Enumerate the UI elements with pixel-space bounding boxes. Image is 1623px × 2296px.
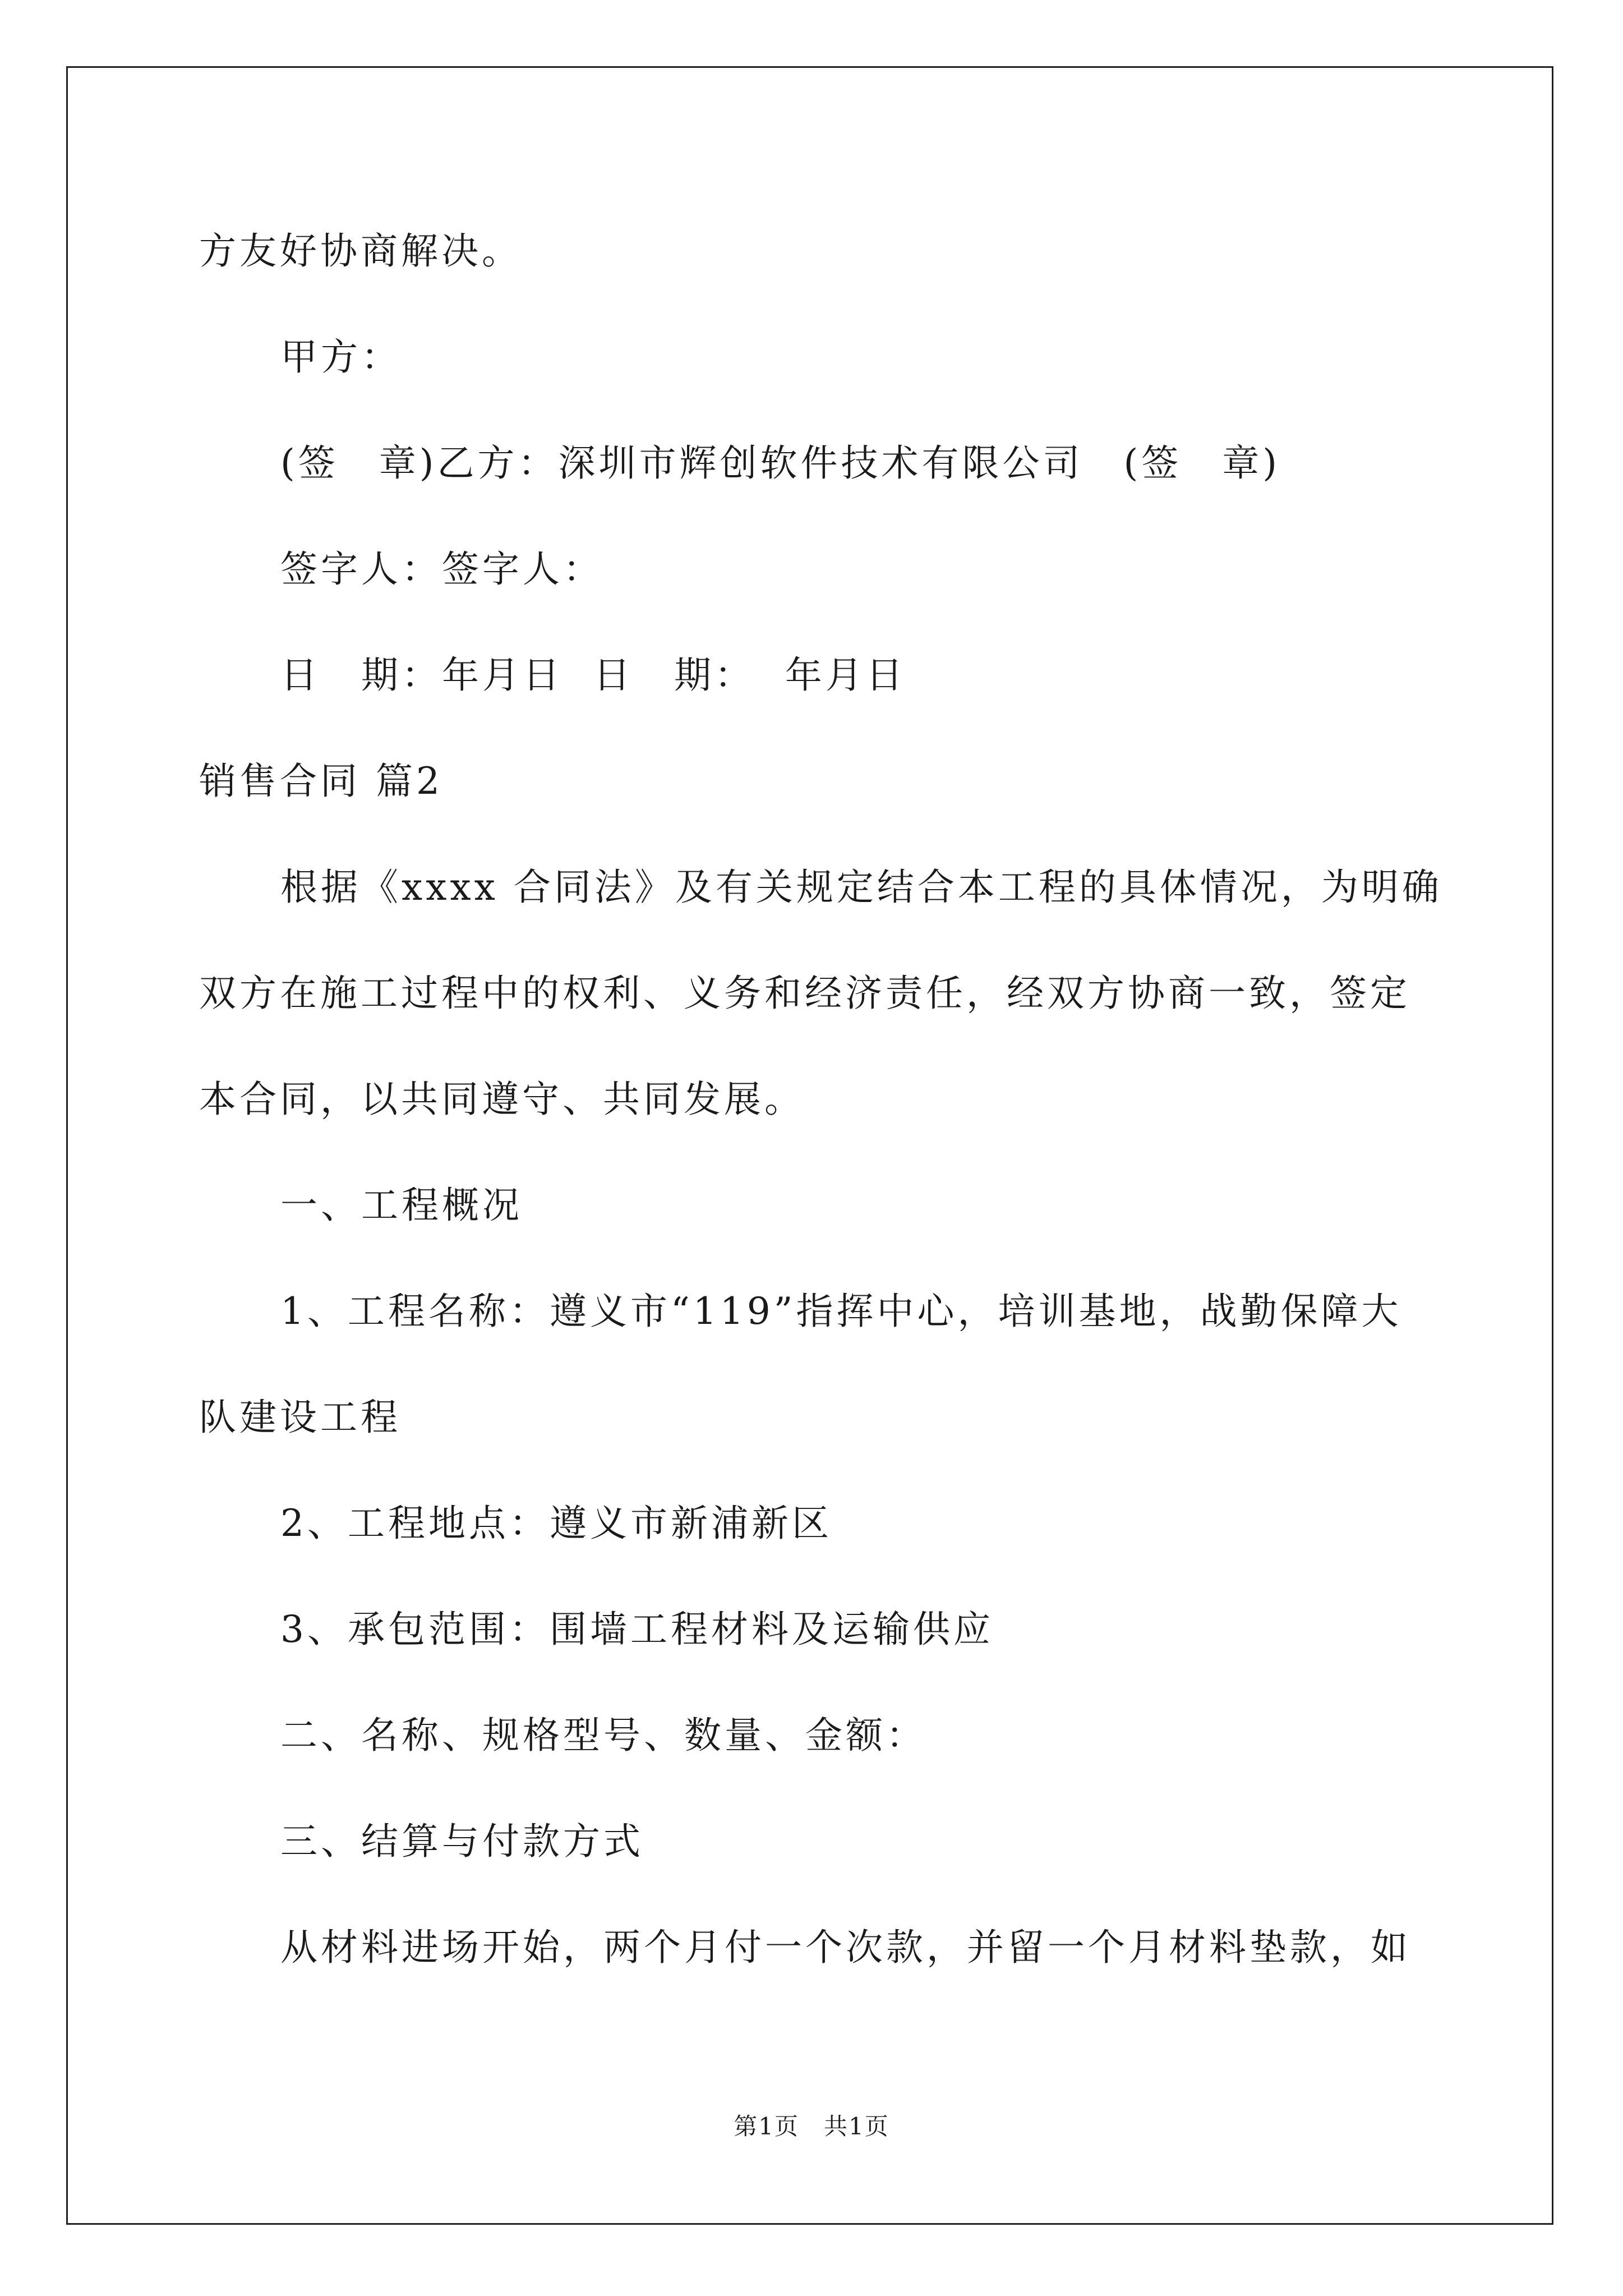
- text-line: 1、工程名称：遵义市“119”指挥中心，培训基地，战勤保障大: [280, 1290, 1402, 1333]
- text-line: 方友好协商解决。: [199, 229, 522, 273]
- text-line: (签 章)乙方：深圳市辉创软件技术有限公司 (签 章): [280, 441, 1280, 485]
- text-line: 三、结算与付款方式: [280, 1820, 644, 1863]
- text-line: 日 期：年月日 日 期： 年月日: [280, 654, 906, 697]
- text-line: 2、工程地点：遵义市新浦新区: [280, 1502, 832, 1545]
- text-line: 根据《xxxx 合同法》及有关规定结合本工程的具体情况，为明确: [280, 866, 1442, 909]
- text-line: 从材料进场开始，两个月付一个次款，并留一个月材料垫款，如: [280, 1926, 1411, 1969]
- text-line: 3、承包范围：围墙工程材料及运输供应: [280, 1608, 994, 1651]
- page-footer: 第1页 共1页: [734, 2113, 889, 2140]
- text-line: 甲方：: [280, 335, 402, 379]
- text-line: 二、名称、规格型号、数量、金额：: [280, 1714, 926, 1757]
- page-border: [66, 66, 1553, 2225]
- section-heading: 销售合同 篇2: [199, 760, 443, 803]
- text-line: 签字人：签字人：: [280, 547, 603, 591]
- text-line: 队建设工程: [199, 1396, 401, 1439]
- text-line: 本合同，以共同遵守、共同发展。: [199, 1078, 805, 1121]
- text-line: 一、工程概况: [280, 1184, 523, 1227]
- text-line: 双方在施工过程中的权利、义务和经济责任，经双方协商一致，签定: [199, 972, 1410, 1015]
